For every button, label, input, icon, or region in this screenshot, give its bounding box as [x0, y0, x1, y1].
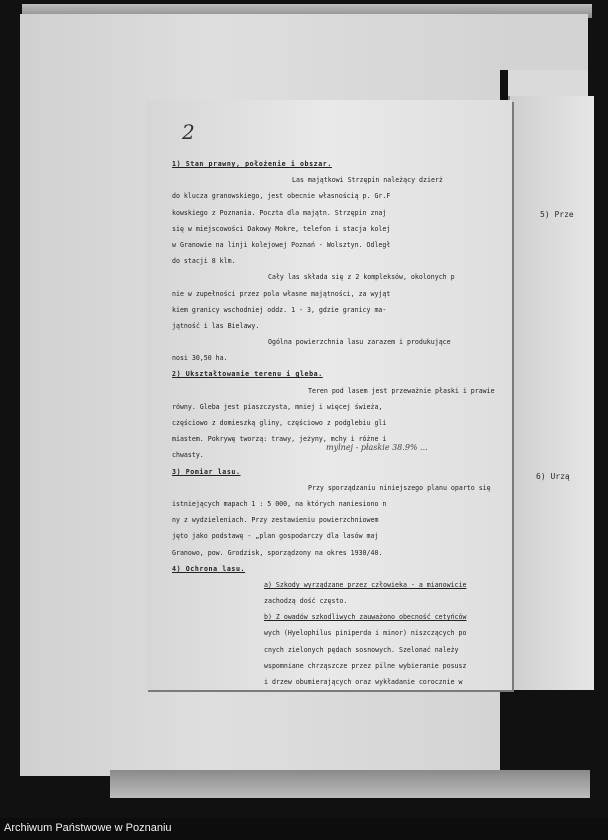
- document-line: cnych zielonych pędach sosnowych. Szelonać należy: [264, 645, 459, 654]
- right-page-tab: [508, 70, 588, 98]
- document-line: Granowo, pow. Grodzisk, sporządzony na okres 1930/40.: [172, 548, 383, 557]
- paper-bottom-edge: [110, 770, 590, 798]
- document-line: istniejących mapach 1 : 5 000, na których naniesiono n: [172, 499, 387, 508]
- archive-label: Archiwum Państwowe w Poznaniu: [4, 822, 172, 834]
- section-heading: 1) Stan prawny, położenie i obszar.: [172, 160, 332, 168]
- document-line: Las majątkowi Strzępin należący dzierż: [292, 176, 443, 185]
- section-heading: 3) Pomiar lasu.: [172, 467, 241, 476]
- document-line: kiem granicy wschodniej oddz. 1 - 3, gdzie granicy ma-: [172, 305, 387, 314]
- document-line: wspomniane chrząszcze przez pilne wybieranie posusz: [264, 661, 467, 670]
- footer-bar: [0, 818, 608, 840]
- document-line: zachodzą dość często.: [264, 597, 348, 606]
- handwritten-note: mylnej - płaskie 38.9% ...: [326, 443, 428, 452]
- page-number: 2: [182, 120, 195, 144]
- document-line: się w miejscowości Dakowy Mokre, telefon i stacja kolej: [172, 224, 391, 233]
- document-line: Teren pod lasem jest przeważnie płaski i prawie: [308, 386, 495, 395]
- document-page: [146, 100, 512, 690]
- document-line: równy. Gleba jest piaszczysta, mniej i więcej świeża,: [172, 402, 383, 411]
- document-line: ny z wydzieleniach. Przy zestawieniu powierzchniowem: [172, 516, 379, 525]
- document-line: częściowo z domieszką gliny, częściowo z podglebiu gli: [172, 419, 387, 427]
- right-page-label-6: 6) Urzą: [536, 472, 570, 481]
- document-line: wych (Hyelophilus piniperda i minor) niszczących po: [264, 629, 467, 638]
- document-line: w Granowie na linji kolejowej Poznań - Wolsztyn. Odległ: [172, 240, 391, 249]
- right-page: [508, 96, 594, 690]
- document-body: [172, 156, 512, 690]
- section-heading: 4) Ochrona lasu.: [172, 564, 246, 573]
- section-heading: 2) Ukształtowanie terenu i gleba.: [172, 370, 323, 379]
- right-page-label-5: 5) Prze: [540, 210, 574, 219]
- document-line: do stacji 8 klm.: [172, 257, 236, 266]
- document-line: Przy sporządzaniu niniejszego planu oparto się: [308, 483, 491, 492]
- document-line: nie w zupełności przez pola własne majątności, za wyjąt: [172, 289, 391, 298]
- document-line: nosi 30,50 ha.: [172, 354, 228, 363]
- document-line: a) Szkody wyrządzane przez człowieka - a mianowicie: [264, 580, 467, 589]
- document-line: Cały las składa się z 2 kompleksów, okolonych p: [268, 273, 455, 282]
- document-line: jątność i las Bielawy.: [172, 321, 260, 330]
- document-line: i drzew obumierających oraz wykładanie corocznie w: [264, 678, 463, 686]
- document-line: miastem. Pokrywę tworzą: trawy, jeżyny, mchy i różne i: [172, 435, 387, 444]
- document-line: b) Z owadów szkodliwych zauważono obecność cetyńców: [264, 613, 467, 622]
- document-line: Ogólna powierzchnia lasu zarazem i produkujące: [268, 338, 451, 347]
- document-line: chwasty.: [172, 451, 204, 460]
- document-line: jęto jako podstawę - „plan gospodarczy dla lasów maj: [172, 532, 379, 541]
- document-line: do klucza granowskiego, jest obecnie własnością p. Gr.F: [172, 192, 391, 201]
- back-sheet-tab: [498, 14, 588, 70]
- document-line: kowskiego z Poznania. Poczta dla majątn. Strzępin znaj: [172, 208, 387, 217]
